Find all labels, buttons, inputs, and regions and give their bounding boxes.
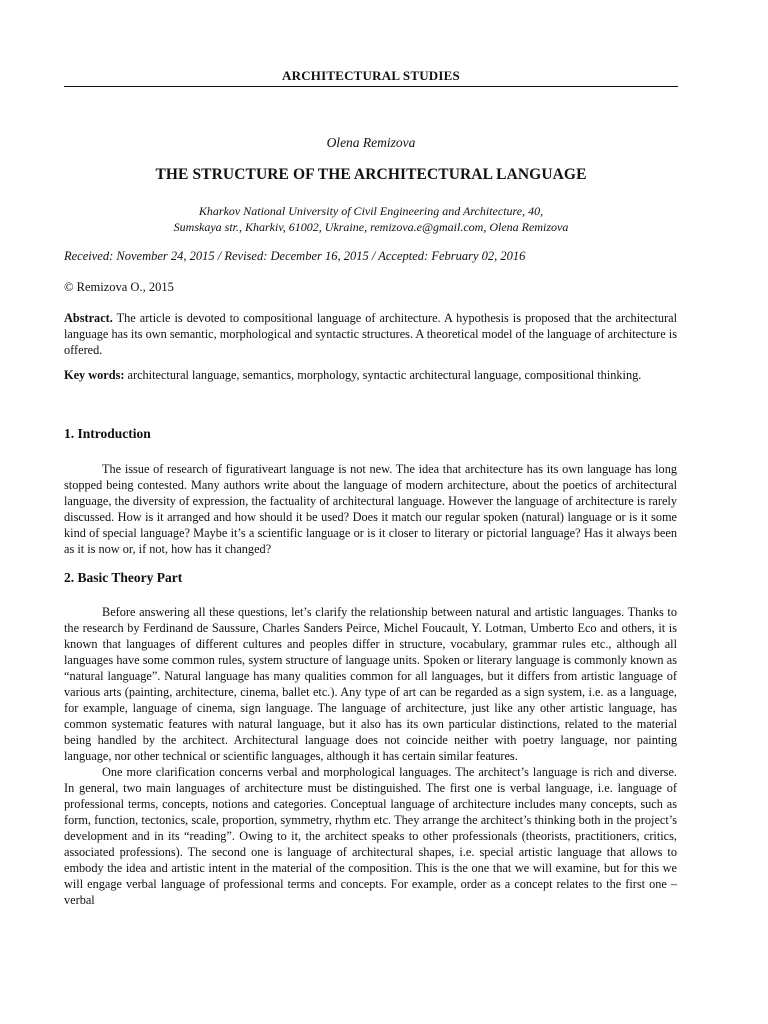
keywords-label: Key words: [64, 368, 125, 382]
abstract-label: Abstract. [64, 311, 113, 325]
section-heading-introduction: 1. Introduction [64, 426, 151, 441]
article-title: THE STRUCTURE OF THE ARCHITECTURAL LANGUAGE [155, 166, 587, 183]
abstract-text: The article is devoted to compositional language of architecture. A hypothesis is proposed that the architectural language has its own semantic, morphological and syntactic structures. A theoretical model of the language of architecture is offered. [64, 311, 677, 357]
abstract [64, 310, 677, 358]
keywords [64, 367, 677, 383]
keywords-text: architectural language, semantics, morphology, syntactic architectural language, compositional thinking. [124, 368, 642, 382]
running-head: ARCHITECTURAL STUDIES [282, 68, 460, 83]
affiliation [64, 203, 678, 235]
author-name: Olena Remizova [326, 135, 416, 150]
affiliation-line-1: Kharkov National University of Civil Engineering and Architecture, 40, [198, 204, 544, 218]
header-rule [64, 86, 678, 87]
basic-theory-body [64, 604, 677, 908]
basic-theory-paragraph-2: One more clarification concerns verbal and morphological languages. The architect’s language is rich and diverse. In general, two main languages of architecture must be distinguished. The first one is verbal language, i.e. language of professional terms, concepts, notions and categories. Conceptual language of architecture includes many concepts, such as form, function, tectonics, scale, proportion, symmetry, rhythm etc. They arrange the architect’s thinking both in the project’s development and in its “reading”. Owing to it, the architect speaks to other professionals (theorists, practitioners, critics, associated professions). The second one is language of architectural shapes, i.e. special artistic language that allows to embody the idea and artistic intent in the material of the composition. This is the one that we will examine, but for this we will engage verbal language of professional terms and concepts. For example, order as a concept relates to the first one – verbal [64, 765, 677, 907]
basic-theory-paragraph-1: Before answering all these questions, let’s clarify the relationship between natural and artistic languages. Thanks to the research by Ferdinand de Saussure, Charles Sanders Peirce, Michel Foucault, Y. Lotman, Umberto Eco and others, it is known that languages of different cultures and peoples differ in structure, vocabulary, grammar rules etc., although all languages have some common rules, system structure of language units. Spoken or literary language is commonly known as “natural language”. Natural language has many qualities common for all languages, but it differs from artistic language of various arts (painting, architecture, cinema, ballet etc.). Any type of art can be regarded as a sign system, i.e. as a language, for example, language of cinema, sign language. The language of architecture, just like any other artistic language, has common systematic features with natural language, but it also has its own particular distinctions, related to the material being handled by the architect. Architectural language does not coincide neither with poetry language, nor painting language, nor other technical or scientific languages, although it has certain similar features. [64, 605, 677, 763]
publication-dates: Received: November 24, 2015 / Revised: December 16, 2015 / Accepted: February 02, 2016 [64, 249, 526, 263]
affiliation-line-2: Sumskaya str., Kharkiv, 61002, Ukraine, remizova.e@gmail.com, Olena Remizova [173, 220, 569, 234]
section-heading-basic-theory: 2. Basic Theory Part [64, 570, 183, 585]
introduction-paragraph-1: The issue of research of figurativeart language is not new. The idea that architecture has its own language has long stopped being contested. Many authors write about the language of modern architecture, about the poetics of architectural language, the diversity of expression, the factuality of architectural language. However the language of architecture is rarely discussed. How is it arranged and how should it be used? Does it match our regular spoken (natural) language or is it some kind of special language? Maybe it’s a scientific language or is it closer to literary or pictorial language? Has it always been as it is now or, if not, how has it changed? [64, 462, 677, 556]
copyright-notice: © Remizova O., 2015 [64, 280, 174, 294]
introduction-body [64, 461, 677, 557]
